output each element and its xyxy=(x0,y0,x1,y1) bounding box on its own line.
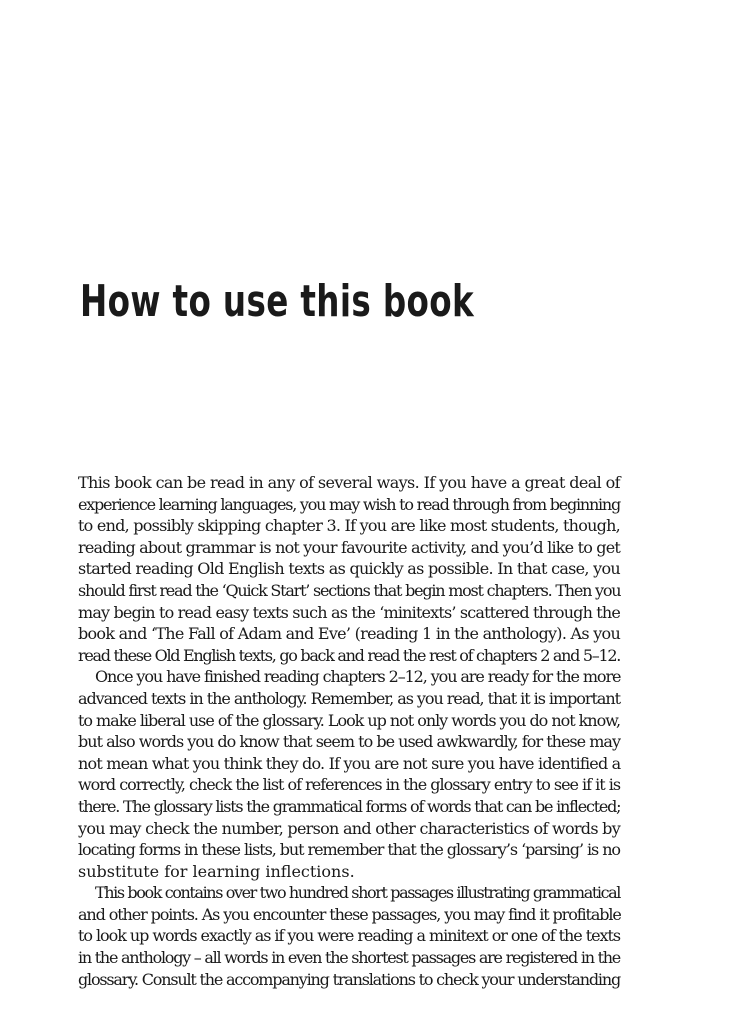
text-line: to look up words exactly as if you were reading a minitext or one of the texts xyxy=(78,926,620,946)
chapter-title: How to use this book xyxy=(80,276,475,327)
text-line: glossary. Consult the accompanying translations to check your understanding xyxy=(78,969,621,989)
text-line: locating forms in these lists, but remember that the glossary’s ‘parsing’ is no xyxy=(78,840,620,860)
text-line: there. The glossary lists the grammatical forms of words that can be inflected; xyxy=(78,796,621,816)
text-line: started reading Old English texts as quickly as possible. In that case, you xyxy=(78,559,620,579)
text-line: This book contains over two hundred short passages illustrating grammatical xyxy=(95,883,621,903)
text-line: Once you have finished reading chapters 2–12, you are ready for the more xyxy=(95,667,621,687)
text-line: you may check the number, person and other characteristics of words by xyxy=(78,818,621,838)
text-line: word correctly, check the list of references in the glossary entry to see if it is xyxy=(78,775,621,795)
text-line: reading about grammar is not your favourite activity, and you’d like to get xyxy=(78,537,621,557)
text-line: read these Old English texts, go back and read the rest of chapters 2 and 5–12. xyxy=(78,645,620,665)
text-line: should first read the ‘Quick Start’ sections that begin most chapters. Then you xyxy=(78,580,621,600)
text-line: experience learning languages, you may wish to read through from beginning xyxy=(78,494,620,514)
body-text xyxy=(78,472,620,990)
text-line: not mean what you think they do. If you are not sure you have identified a xyxy=(78,753,621,773)
text-line: substitute for learning inflections. xyxy=(78,861,355,881)
text-line: to end, possibly skipping chapter 3. If you are like most students, though, xyxy=(78,516,620,536)
text-line: advanced texts in the anthology. Remember, as you read, that it is important xyxy=(78,688,621,708)
text-line: but also words you do know that seem to be used awkwardly, for these may xyxy=(78,732,620,752)
text-line: and other points. As you encounter these passages, you may find it profitable xyxy=(78,904,621,924)
text-line: may begin to read easy texts such as the ‘minitexts’ scattered through the xyxy=(78,602,621,622)
text-line: to make liberal use of the glossary. Look up not only words you do not know, xyxy=(78,710,620,730)
text-line: book and ‘The Fall of Adam and Eve’ (reading 1 in the anthology). As you xyxy=(78,624,621,644)
text-line: This book can be read in any of several ways. If you have a great deal of xyxy=(78,473,620,492)
text-line: in the anthology – all words in even the shortest passages are registered in the xyxy=(78,948,621,968)
